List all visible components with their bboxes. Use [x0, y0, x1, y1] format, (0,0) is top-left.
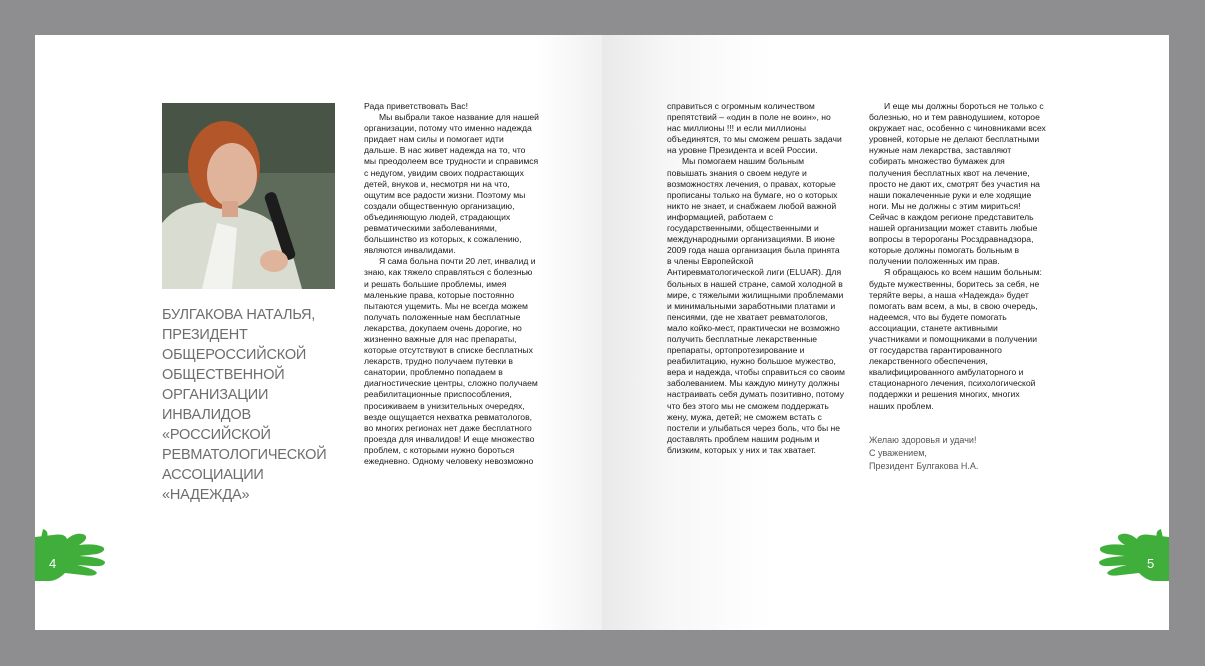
closing-line: Президент Булгакова Н.А. [869, 460, 979, 471]
closing-signature [869, 434, 1047, 473]
paragraph: Мы помогаем нашим больным повышать знания о своем недуге и возможностях лечения, о правах, которые прописаны только на бумаге, но о которых никто не знает, и снабжаем любой важной информацией, работаем с государственными, общественными и международными организациями. В июне 2009 года наша организация была принята в члены Европейской Антиревматологической лиги (ELUAR). Для больных в нашей стране, самой холодной в мире, с тяжелыми жилищными проблемами и минимальными заработными платами и пенсиями, где не хватает ревматологов, мало койко-мест, практически не возможно получить бесплатные лекарственные препараты, ортопротезирование и реабилитацию, нужно большое мужество, вера и надежда, чтобы справиться со своим заболеванием. Мы каждую минуту должны настраивать себя думать позитивно, потому что без этого мы не сможем поддержать жену, мужа, детей; не сможем встать с постели и улыбаться через боль, что бы не доставлять проблем нашим родным и близким, которых у них и так хватает. [667, 156, 845, 455]
left-page [35, 35, 602, 630]
paragraph: И еще мы должны бороться не только с болезнью, но и тем равнодушием, которое окружает нас, особенно с чиновниками всех уровней, которые не делают бесплатными нужные нам лекарства, заставляют собирать множество бумажек для получения бесплатных квот на лечение, просто не дают их, смотрят без участия на наши покалеченные руки и еле ходящие ноги. Мы не должны с этим мириться! Сейчас в каждом регионе представитель нашей организации может ставить любые вопросы в теророганы Росздравнадзора, которые должны помогать больным в получении положенных им прав. [869, 101, 1046, 267]
text-column-3 [869, 101, 1047, 473]
green-hand-icon [1097, 529, 1169, 587]
page-number-right: 5 [1147, 556, 1155, 571]
page-number-left: 4 [49, 556, 57, 571]
text-column-1 [364, 101, 539, 467]
green-hand-icon [35, 529, 107, 587]
paragraph: Я обращаюсь ко всем нашим больным: будьте мужественны, боритесь за себя, не теряйте веры, а наша «Надежда» будет помогать вам всем, а мы, в свою очередь, надеемся, что вы будете помогать ассоциации, станете активными участниками и помощниками в получении от государства гарантированного лекарственного обеспечения, квалифицированного амбулаторного и стационарного лечения, психологической поддержки и решения многих, многих наших проблем. [869, 267, 1042, 411]
brochure-spread [35, 35, 1169, 630]
text-column-2 [667, 101, 845, 456]
paragraph: Мы выбрали такое название для нашей организации, потому что именно надежда придает нам силы и помогает идти дальше. В нас живет надежда на то, что мы преодолеем все трудности и справимся с недугом, увидим своих подрастающих детей, внуков и, несмотря ни на что, ощутим все радости жизни. Поэтому мы создали общественную организацию, объединяющую людей, страдающих ревматическими заболеваниями, большинство из которых, к сожалению, являются инвалидами. [364, 112, 539, 256]
closing-line: С уважением, [869, 447, 927, 458]
paragraph: Я сама больна почти 20 лет, инвалид и знаю, как тяжело справляться с болезнью и решать большие проблемы, имея маленькие права, которые постоянно пытаются ущемить. Мы не всегда можем получать положенные нам бесплатные лекарства, докупаем очень дорогие, но жизненно важные для нас препараты, которые отсутствуют в списке бесплатных лекарств, трудно получаем путевки в санатории, проблемно попадаем в диагностические центры, сложно получаем реабилитационные приспособления, просиживаем в унизительных очередях, везде ощущается нехватка ревматологов, во многих регионах нет даже бесплатного проезда для инвалидов! И еще множество проблем, с которыми нужно бороться ежедневно. Одному человеку невозможно [364, 256, 538, 466]
author-title: БУЛГАКОВА НАТАЛЬЯ, ПРЕЗИДЕНТ ОБЩЕРОССИЙСКОЙ ОБЩЕСТВЕННОЙ ОРГАНИЗАЦИИ ИНВАЛИДОВ «РОССИЙСКОЙ РЕВМАТОЛОГИЧЕСКОЙ АССОЦИАЦИИ «НАДЕЖДА» [162, 307, 327, 503]
paragraph: справиться с огромным количеством препятствий – «один в поле не воин», но нас миллионы !!! и если миллионы объединятся, то мы сможем решать задачи на уровне Президента и всей России. [667, 101, 842, 156]
greeting: Рада приветствовать Вас! [364, 101, 468, 111]
portrait-photo [162, 103, 335, 289]
closing-line: Желаю здоровья и удачи! [869, 434, 977, 445]
